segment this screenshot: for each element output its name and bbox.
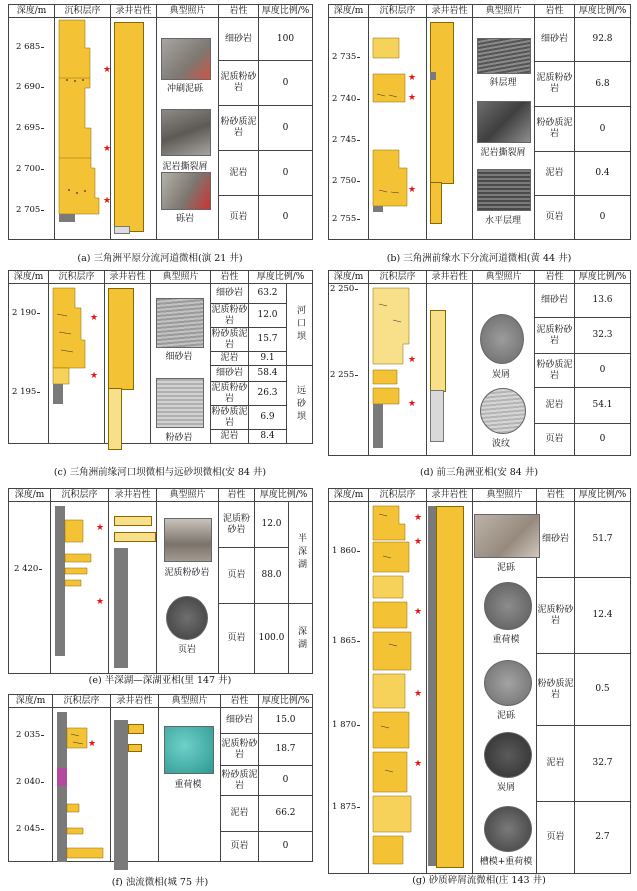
thickness-cell: 0.5 — [575, 654, 631, 726]
log-lithology-bar — [114, 516, 152, 526]
depth-column — [329, 502, 369, 874]
photo-label: 泥砾 — [496, 563, 515, 573]
log-lithology-bar — [430, 310, 446, 392]
photo-label: 冲刷泥砾 — [166, 84, 203, 94]
header-photo: 典型照片 — [157, 5, 219, 18]
depth-tick: 1 860 — [332, 546, 357, 556]
log-shale-interval — [114, 548, 128, 668]
thickness-cell: 32.7 — [575, 726, 631, 802]
lithology-cell: 粉砂质泥岩 — [537, 654, 575, 726]
thickness-cell: 0 — [259, 832, 313, 862]
header-lithology: 岩性 — [537, 489, 575, 502]
lithology-cell: 泥质粉砂岩 — [211, 304, 248, 326]
lithology-cell: 细砂岩 — [219, 18, 259, 61]
photo-mudstone-rip-up — [477, 101, 531, 143]
photo-carbon-debris — [484, 732, 532, 778]
header-photo: 典型照片 — [473, 271, 535, 284]
lithology-cell: 泥质粉砂岩 — [219, 502, 255, 548]
photo-groove-load-cast — [484, 806, 532, 852]
photo-label: 斜层理 — [489, 78, 517, 88]
header-sequence: 沉积层序 — [53, 695, 111, 708]
photo-load-cast — [484, 582, 532, 630]
lithology-cell: 泥岩 — [535, 388, 575, 424]
thickness-cell: 0 — [575, 107, 631, 152]
lithology-cell: 细砂岩 — [211, 366, 249, 382]
photo-ripple — [480, 388, 526, 434]
panel-caption: (e) 半深湖—深湖亚相(里 147 井) — [88, 675, 232, 686]
depth-tick: 2 685 — [16, 42, 41, 52]
thickness-cell: 6.9 — [249, 406, 287, 430]
lithology-cell: 粉砂质泥岩 — [535, 107, 575, 152]
header-depth: 深度/m — [329, 271, 369, 284]
depth-column — [9, 502, 51, 674]
lithology-cell: 泥岩 — [211, 352, 249, 366]
header-sequence: 沉积层序 — [369, 5, 427, 18]
log-shale-interval — [114, 720, 128, 870]
lithology-cell: 细砂岩 — [221, 708, 259, 734]
log-mud-interval — [430, 72, 436, 80]
lithology-cell: 页岩 — [219, 604, 255, 674]
photo-label: 粉砂岩 — [165, 433, 193, 443]
depth-tick: 1 870 — [332, 720, 357, 730]
depth-tick: 2 740 — [332, 94, 357, 104]
depth-tick: 2 700 — [16, 164, 41, 174]
header-thickness: 厚度比例/% — [249, 271, 313, 284]
log-lithology-bar — [430, 182, 442, 224]
microfacies-text: 河口坝 — [295, 305, 305, 344]
photo-carbon-debris — [480, 314, 524, 364]
photo-muddy-siltstone — [164, 518, 212, 562]
sedimentary-sequence-graphic — [49, 284, 104, 454]
subfacies-text: 深湖 — [296, 625, 306, 652]
header-lithology: 岩性 — [219, 5, 259, 18]
header-log-lithology: 录井岩性 — [111, 695, 159, 708]
thickness-cell: 6.8 — [575, 62, 631, 107]
photo-label: 炭屑 — [491, 370, 510, 380]
header-lithology: 岩性 — [535, 5, 575, 18]
sample-star-icon: ★ — [90, 313, 99, 323]
photo-mudstone-rip-up — [161, 109, 211, 156]
header-sequence: 沉积层序 — [55, 5, 111, 18]
lithology-cell: 页岩 — [219, 196, 259, 240]
lithology-cell: 泥岩 — [219, 151, 259, 196]
panel-caption: (c) 三角洲前缘河口坝微相与远砂坝微相(安 84 井) — [53, 467, 267, 478]
header-log-lithology: 录井岩性 — [427, 5, 473, 18]
sample-star-icon: ★ — [408, 355, 417, 365]
thickness-cell: 51.7 — [575, 502, 631, 578]
log-lithology-bar — [430, 22, 454, 184]
sample-star-icon: ★ — [96, 597, 105, 607]
panel-caption: (b) 三角洲前缘水下分流河道微相(黄 44 井) — [386, 253, 572, 264]
header-depth: 深度/m — [329, 5, 369, 18]
sample-star-icon: ★ — [96, 523, 105, 533]
header-thickness: 厚度比例/% — [255, 489, 313, 502]
sample-star-icon: ★ — [88, 739, 97, 749]
lithology-cell: 泥质粉砂岩 — [211, 382, 248, 404]
depth-tick: 1 875 — [332, 802, 357, 812]
lithology-cell: 泥岩 — [535, 152, 575, 196]
photo-label: 波纹 — [491, 439, 510, 449]
photo-mud-gravel — [484, 660, 532, 706]
header-thickness: 厚度比例/% — [575, 271, 631, 284]
subfacies-text: 半深湖 — [296, 533, 306, 572]
log-lithology-bar — [108, 388, 122, 450]
thickness-cell: 63.2 — [249, 284, 287, 304]
panel-a — [8, 4, 312, 262]
depth-tick: 2 705 — [16, 205, 41, 215]
header-lithology: 岩性 — [219, 489, 255, 502]
sample-star-icon: ★ — [414, 689, 423, 699]
photo-mud-gravel — [474, 514, 540, 558]
lithology-cell: 粉砂质泥岩 — [211, 328, 248, 350]
depth-tick: 2 190 — [12, 308, 37, 318]
thickness-cell: 0 — [259, 106, 313, 151]
header-log-lithology: 录井岩性 — [105, 271, 151, 284]
thickness-cell: 12.0 — [249, 304, 287, 328]
depth-tick: 2 040 — [16, 777, 41, 787]
depth-tick: 2 035 — [16, 730, 41, 740]
panel-f — [8, 694, 312, 888]
lithology-cell: 页岩 — [219, 548, 255, 604]
sample-star-icon: ★ — [103, 144, 112, 154]
log-lithology-bar — [128, 724, 144, 734]
thickness-cell: 8.4 — [249, 430, 287, 444]
photo-label: 泥岩撕裂屑 — [162, 162, 208, 172]
log-shale-interval — [428, 506, 436, 866]
log-lithology-bar — [108, 288, 134, 390]
lithology-cell: 泥岩 — [537, 726, 575, 802]
thickness-cell: 0 — [575, 354, 631, 388]
sample-star-icon: ★ — [408, 73, 417, 83]
header-log-lithology: 录井岩性 — [109, 489, 157, 502]
header-depth: 深度/m — [9, 695, 53, 708]
log-lithology-bar — [114, 532, 156, 542]
lithology-cell: 泥质粉砂岩 — [221, 734, 259, 766]
sample-star-icon: ★ — [414, 607, 423, 617]
lithology-cell: 泥质粉砂岩 — [535, 62, 575, 107]
thickness-cell: 100.0 — [255, 604, 289, 674]
photo-label: 页岩 — [177, 645, 196, 655]
thickness-cell: 0 — [259, 61, 313, 106]
depth-tick: 2 695 — [16, 123, 41, 133]
sedimentary-sequence-graphic — [369, 502, 426, 870]
header-lithology: 岩性 — [535, 271, 575, 284]
thickness-cell: 13.6 — [575, 284, 631, 318]
sedimentary-sequence-graphic — [369, 18, 426, 238]
header-thickness: 厚度比例/% — [259, 5, 313, 18]
header-log-lithology: 录井岩性 — [111, 5, 157, 18]
thickness-cell: 18.7 — [259, 734, 313, 766]
header-log-lithology: 录井岩性 — [427, 271, 473, 284]
photo-horizontal-bedding — [477, 169, 531, 211]
depth-tick: 2 755 — [332, 214, 357, 224]
lithology-cell: 泥质粉砂岩 — [219, 61, 259, 106]
header-thickness: 厚度比例/% — [259, 695, 313, 708]
header-log-lithology: 录井岩性 — [427, 489, 473, 502]
panel-caption: (a) 三角洲平原分流河道微相(演 21 井) — [77, 253, 243, 264]
panel-e — [8, 488, 312, 688]
thickness-cell: 26.3 — [249, 382, 287, 406]
panel-caption: (g) 砂质碎屑流微相(庄 143 井) — [412, 875, 546, 886]
depth-tick: 2 420 — [14, 564, 39, 574]
lithology-cell: 细砂岩 — [535, 284, 575, 318]
photo-fine-sandstone — [156, 298, 204, 348]
depth-tick: 2 750 — [332, 176, 357, 186]
photo-label: 炭屑 — [496, 783, 515, 793]
thickness-cell: 0 — [259, 766, 313, 796]
thickness-cell: 100 — [259, 18, 313, 61]
thickness-cell: 92.8 — [575, 18, 631, 62]
panel-c — [8, 270, 312, 480]
header-thickness: 厚度比例/% — [575, 489, 631, 502]
thickness-cell: 0 — [259, 196, 313, 240]
lithology-cell: 泥质粉砂岩 — [537, 578, 575, 654]
panel-caption: (d) 前三角洲亚相(安 84 井) — [419, 467, 539, 478]
header-photo: 典型照片 — [473, 489, 537, 502]
depth-tick: 2 195 — [12, 387, 37, 397]
subfacies-label — [289, 604, 313, 674]
thickness-cell: 0 — [575, 424, 631, 456]
sample-star-icon: ★ — [414, 513, 423, 523]
photo-label: 细砂岩 — [165, 352, 193, 362]
header-depth: 深度/m — [9, 5, 55, 18]
photo-cross-bedding — [477, 38, 531, 74]
sedimentary-sequence-graphic — [53, 708, 110, 870]
panel-g — [328, 488, 630, 888]
photo-siltstone — [156, 378, 204, 428]
log-lithology-bar — [114, 226, 130, 234]
sedimentary-sequence-graphic — [55, 18, 110, 238]
lithology-cell: 细砂岩 — [535, 18, 575, 62]
microfacies-label — [287, 366, 313, 444]
thickness-cell: 0 — [259, 151, 313, 196]
thickness-cell: 54.1 — [575, 388, 631, 424]
lithology-cell: 页岩 — [535, 196, 575, 240]
sample-star-icon: ★ — [103, 196, 112, 206]
subfacies-label — [289, 502, 313, 604]
log-lithology-bar — [436, 506, 464, 868]
header-depth: 深度/m — [9, 271, 49, 284]
thickness-cell: 12.4 — [575, 578, 631, 654]
photo-label: 泥砾 — [496, 711, 515, 721]
microfacies-label — [287, 284, 313, 366]
lithology-cell: 页岩 — [535, 424, 575, 456]
photo-label: 砾岩 — [175, 214, 194, 224]
lithology-cell: 泥质粉砂岩 — [535, 318, 575, 354]
photo-mud-gravel — [161, 38, 211, 80]
header-sequence: 沉积层序 — [51, 489, 109, 502]
header-sequence: 沉积层序 — [369, 489, 427, 502]
panel-caption: (f) 浊流微相(城 75 井) — [111, 877, 209, 888]
header-thickness: 厚度比例/% — [575, 5, 631, 18]
lithology-cell: 泥岩 — [221, 796, 259, 832]
depth-tick: 1 865 — [332, 636, 357, 646]
lithology-cell: 细砂岩 — [537, 502, 575, 578]
thickness-cell: 9.1 — [249, 352, 287, 366]
thickness-cell: 15.0 — [259, 708, 313, 734]
photo-label: 重荷模 — [492, 635, 520, 645]
thickness-cell: 12.0 — [255, 502, 289, 548]
depth-column — [329, 18, 369, 240]
photo-load-cast — [164, 726, 214, 774]
header-depth: 深度/m — [9, 489, 51, 502]
thickness-cell: 2.7 — [575, 802, 631, 874]
photo-label: 泥质粉砂岩 — [164, 568, 210, 578]
sample-star-icon: ★ — [90, 371, 99, 381]
depth-tick: 2 690 — [16, 82, 41, 92]
depth-tick: 2 735 — [332, 52, 357, 62]
log-lithology-bar — [114, 22, 144, 232]
depth-tick: 2 045 — [16, 824, 41, 834]
header-photo: 典型照片 — [473, 5, 535, 18]
header-sequence: 沉积层序 — [49, 271, 105, 284]
photo-shale — [166, 596, 208, 640]
header-lithology: 岩性 — [211, 271, 249, 284]
sedimentary-sequence-graphic — [369, 284, 426, 454]
thickness-cell: 0 — [575, 196, 631, 240]
sample-star-icon: ★ — [408, 93, 417, 103]
lithology-cell: 页岩 — [221, 832, 259, 862]
lithology-cell: 粉砂质泥岩 — [221, 766, 259, 796]
sample-star-icon: ★ — [414, 759, 423, 769]
thickness-cell: 32.3 — [575, 318, 631, 354]
depth-tick: 2 255 — [330, 370, 355, 380]
lithology-cell: 泥岩 — [211, 430, 249, 444]
photo-label: 重荷模 — [174, 780, 202, 790]
photo-label: 槽模+重荷模 — [479, 857, 533, 867]
header-photo: 典型照片 — [159, 695, 221, 708]
thickness-cell: 15.7 — [249, 328, 287, 352]
photo-label: 水平层理 — [484, 216, 521, 226]
thickness-cell: 58.4 — [249, 366, 287, 382]
log-lithology-bar — [128, 744, 142, 752]
depth-tick: 2 745 — [332, 135, 357, 145]
panel-b — [328, 4, 630, 262]
header-depth: 深度/m — [329, 489, 369, 502]
lithology-cell: 页岩 — [537, 802, 575, 874]
header-sequence: 沉积层序 — [369, 271, 427, 284]
thickness-cell: 0.4 — [575, 152, 631, 196]
sample-star-icon: ★ — [408, 185, 417, 195]
header-photo: 典型照片 — [151, 271, 211, 284]
photo-label: 泥岩撕裂屑 — [480, 148, 526, 158]
thickness-cell: 66.2 — [259, 796, 313, 832]
lithology-cell: 粉砂质泥岩 — [535, 354, 575, 388]
lithology-cell: 粉砂质泥岩 — [211, 406, 248, 428]
thickness-cell: 88.0 — [255, 548, 289, 604]
sample-star-icon: ★ — [408, 399, 417, 409]
header-photo: 典型照片 — [157, 489, 219, 502]
sample-star-icon: ★ — [414, 537, 423, 547]
panel-d — [328, 270, 630, 480]
lithology-cell: 细砂岩 — [211, 284, 249, 304]
lithology-cell: 粉砂质泥岩 — [219, 106, 259, 151]
microfacies-text: 远砂坝 — [295, 385, 305, 424]
header-lithology: 岩性 — [221, 695, 259, 708]
sample-star-icon: ★ — [103, 65, 112, 75]
depth-tick: 2 250 — [330, 284, 355, 294]
log-lithology-bar — [430, 390, 444, 442]
photo-conglomerate — [161, 172, 211, 210]
